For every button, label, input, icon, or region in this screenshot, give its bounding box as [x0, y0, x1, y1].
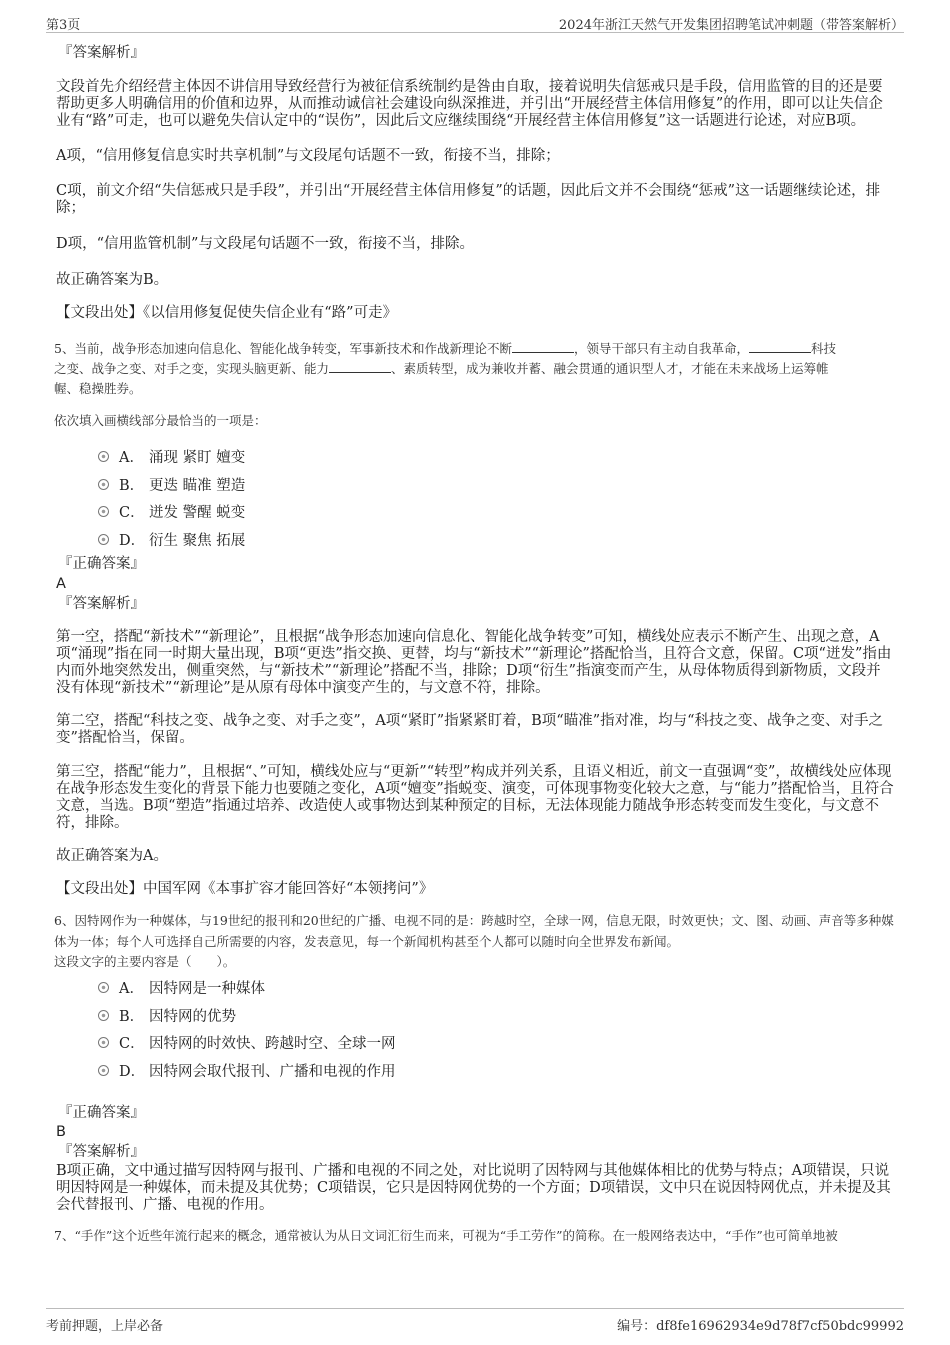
analysis-paragraph: A项，“信用修复信息实时共享机制”与文段尾句话题不一致，衔接不当，排除；: [56, 148, 560, 164]
blank: [749, 340, 811, 353]
answer-value: A: [56, 576, 66, 592]
option-b[interactable]: B． 更迭 瞄准 塑造: [98, 471, 894, 499]
answer-label: 『正确答案』: [58, 556, 145, 572]
question-stem: 7、“手作”这个近些年流行起来的概念，通常被认为从日文词汇衍生而来，可视为“手工劳作”的简称。在一般网络表达中，“手作”也可简单地被: [54, 1228, 838, 1243]
document-id: 编号：df8fe16962934e9d78f7cf50bdc99992: [617, 1319, 904, 1334]
source-note: 【文段出处】《以信用修复促使失信企业有“路”可走》: [56, 305, 398, 321]
option-c[interactable]: C． 因特网的时效快、跨越时空、全球一网: [98, 1029, 894, 1057]
content: [56, 44, 894, 1246]
question-stem: 6、因特网作为一种媒体，与19世纪的报刊和20世纪的广播、电视不同的是：跨越时空，全球一网，信息无限，时效更快；文、图、动画、声音等多种媒体为一体；每个人可选择自己所需要的内容，发表意见，每一个新闻机构甚至个人都可以随时向全世界发布新闻。: [54, 913, 894, 949]
blank: [329, 360, 391, 373]
analysis-paragraph: B项正确，文中通过描写因特网与报刊、广播和电视的不同之处，对比说明了因特网与其他媒体相比的优势与特点；A项错误，只说明因特网是一种媒体，而未提及其优势；C项错误，它只是因特网优势的一个方面；D项错误，文中只在说因特网优点，并未提及其会代替报刊、广播、电视的作用。: [56, 1163, 891, 1213]
blank: [512, 340, 574, 353]
page-footer: [46, 1308, 904, 1333]
conclusion: 故正确答案为B。: [56, 272, 169, 288]
analysis-label: 『答案解析』: [58, 596, 145, 612]
document-title: 2024年浙江天然气开发集团招聘笔试冲刺题（带答案解析）: [558, 18, 904, 33]
footer-slogan: 考前押题，上岸必备: [46, 1319, 164, 1334]
question-prompt: 依次填入画横线部分最恰当的一项是：: [54, 413, 267, 428]
option-list: [98, 443, 894, 553]
conclusion: 故正确答案为A。: [56, 848, 168, 864]
answer-label: 『正确答案』: [58, 1105, 145, 1121]
radio-icon[interactable]: [98, 506, 109, 517]
radio-icon[interactable]: [98, 1037, 109, 1048]
source-note: 【文段出处】中国军网《本事扩容才能回答好“本领拷问”》: [56, 881, 434, 897]
option-list: [98, 974, 894, 1084]
option-a[interactable]: A． 涌现 紧盯 嬗变: [98, 443, 894, 471]
page-header: [46, 12, 904, 33]
radio-icon[interactable]: [98, 1065, 109, 1076]
analysis-label: 『答案解析』: [58, 1144, 145, 1160]
analysis-paragraph: C项，前文介绍“失信惩戒只是手段”，并引出“开展经营主体信用修复”的话题，因此后文并不会围绕“惩戒”这一话题继续论述，排除；: [56, 183, 881, 216]
analysis-label: 『答案解析』: [58, 45, 145, 61]
analysis-paragraph: D项，“信用监管机制”与文段尾句话题不一致，衔接不当，排除。: [56, 236, 474, 252]
radio-icon[interactable]: [98, 1010, 109, 1021]
radio-icon[interactable]: [98, 534, 109, 545]
radio-icon[interactable]: [98, 451, 109, 462]
radio-icon[interactable]: [98, 982, 109, 993]
page-number: 第3页: [46, 18, 81, 33]
analysis-paragraph: 第三空，搭配“能力”，且根据“、”可知，横线处应与“更新”“转型”构成并列关系，且语义相近，前文一直强调“变”，故横线处应体现在战争形态发生变化的背景下能力也要随之变化，A项“嬗变”指蜕变、演变，可体现事物变化较大之意，与“能力”搭配恰当，且符合文意，当选。B项“塑造”指通过培养、改造使人或事物达到某种预定的目标，无法体现能力随战争形态转变而发生变化，与文意不符，排除。: [56, 764, 894, 831]
answer-value: B: [56, 1124, 66, 1140]
analysis-paragraph: 第二空，搭配“科技之变、战争之变、对手之变”，A项“紧盯”指紧紧盯着，B项“瞄准”指对准，均与“科技之变、战争之变、对手之变”搭配恰当，保留。: [56, 713, 884, 746]
radio-icon[interactable]: [98, 479, 109, 490]
option-c[interactable]: C． 迸发 警醒 蜕变: [98, 498, 894, 526]
question-prompt: 这段文字的主要内容是（ ）。: [54, 954, 236, 969]
option-d[interactable]: D． 衍生 聚焦 拓展: [98, 526, 894, 554]
analysis-paragraph: 文段首先介绍经营主体因不讲信用导致经营行为被征信系统制约是咎由自取，接着说明失信惩戒只是手段，信用监管的目的还是要帮助更多人明确信用的价值和边界，从而推动诚信社会建设向纵深推进，并引出“开展经营主体信用修复”的作用，即可以让失信企业有“路”可走，也可以避免失信认定中的“误伤”，因此后文应继续围绕“开展经营主体信用修复”这一话题进行论述，对应B项。: [56, 79, 883, 129]
option-a[interactable]: A． 因特网是一种媒体: [98, 974, 894, 1002]
option-d[interactable]: D． 因特网会取代报刊、广播和电视的作用: [98, 1057, 894, 1085]
question-stem: 5、当前，战争形态加速向信息化、智能化战争转变，军事新技术和作战新理论不断 ，领导干部只有主动自我革命， 科技 之变、战争之变、对手之变，实现头脑更新、能力 、素质转型，成为兼收并蓄、融会贯通的通识型人才，才能在未来战场上运筹帷 幄、稳操胜券。: [54, 341, 836, 396]
option-b[interactable]: B． 因特网的优势: [98, 1002, 894, 1030]
analysis-paragraph: 第一空，搭配“新技术”“新理论”，且根据“战争形态加速向信息化、智能化战争转变”可知，横线处应表示不断产生、出现之意，A项“涌现”指在同一时期大量出现，B项“更迭”指交换、更替，均与“新技术”“新理论”搭配恰当，且符合文意，保留。C项“迸发”指由内而外地突然发出，侧重突然，与“新技术”“新理论”搭配不当，排除；D项“衍生”指演变而产生，从母体物质得到新物质，文段并没有体现“新技术”“新理论”是从原有母体中演变产生的，与文意不符，排除。: [56, 629, 892, 696]
